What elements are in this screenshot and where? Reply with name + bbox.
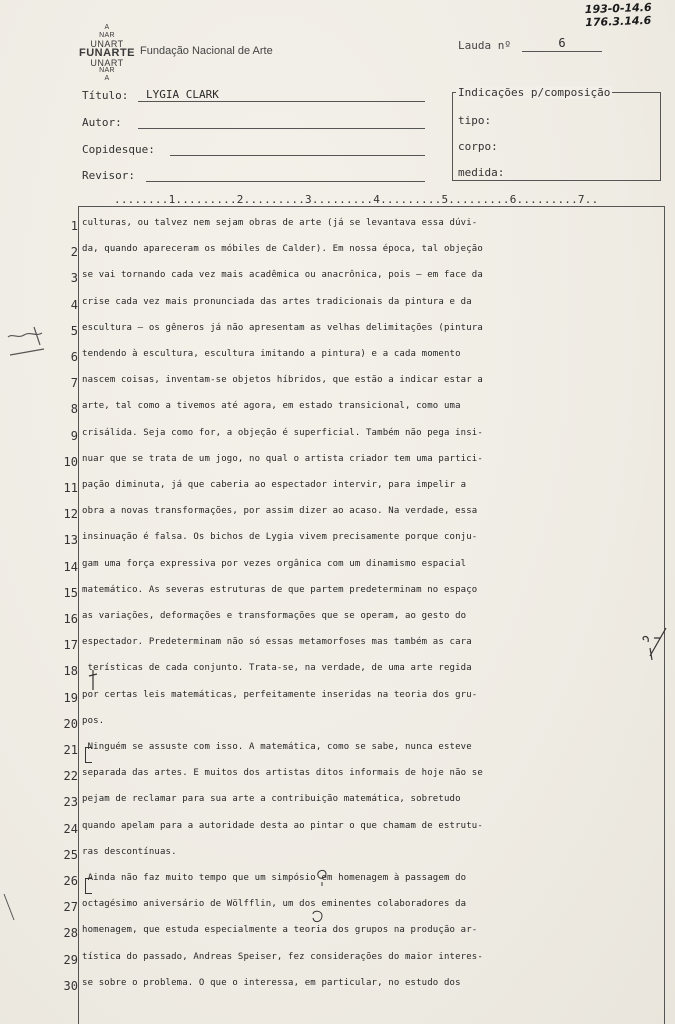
lauda-number: 6: [522, 36, 602, 52]
text-line: pos.: [82, 716, 105, 726]
text-line: nuar que se trata de um jogo, no qual o artista criador tem uma partici-: [82, 454, 483, 464]
line-number: 21: [63, 743, 78, 757]
line-number: 4: [70, 298, 78, 312]
text-line: Ninguém se assuste com isso. A matemática, como se sabe, nunca esteve: [82, 742, 472, 752]
text-line: escultura — os gêneros já não apresentam as velhas delimitações (pintura: [82, 323, 483, 333]
title-field: LYGIA CLARK: [138, 88, 425, 102]
line-number: 19: [63, 691, 78, 705]
composition-size: corpo:: [458, 140, 498, 153]
line-number: 10: [63, 455, 78, 469]
line-number: 6: [70, 350, 78, 364]
text-line: as variações, deformações e transformações que se operam, ao gesto do: [82, 611, 467, 621]
line-number: 7: [70, 376, 78, 390]
text-line: crisálida. Seja como for, a objeção é superficial. Também não pega insi-: [82, 428, 483, 438]
text-line: matemático. As severas estruturas de que partem predeterminam no espaço: [82, 585, 478, 595]
margin-tick: [0, 890, 20, 930]
logo-text: A: [104, 75, 110, 82]
line-number: 14: [63, 560, 78, 574]
funarte-logo: [78, 24, 136, 83]
composition-type: tipo:: [458, 114, 492, 127]
lauda-label: Lauda nº: [458, 39, 511, 52]
line-number: 28: [63, 926, 78, 940]
line-number: 30: [63, 979, 78, 993]
column-ruler: ........1.........2.........3.........4.........5.........6.........7..: [114, 193, 599, 206]
line-number: 2: [70, 245, 78, 259]
text-line: gam uma força expressiva por vezes orgânica com um dinamismo espacial: [82, 559, 467, 569]
text-line: separada das artes. E muitos dos artistas ditos informais de hoje não se: [82, 768, 483, 778]
insertion-mark: [87, 668, 99, 692]
line-number: 8: [70, 402, 78, 416]
line-number: 27: [63, 900, 78, 914]
text-line: ras descontínuas.: [82, 847, 177, 857]
line-number: 26: [63, 874, 78, 888]
text-line: da, quando apareceram os móbiles de Calder). Em nossa época, tal objeção: [82, 244, 483, 254]
line-number: 12: [63, 507, 78, 521]
text-line: se vai tornando cada vez mais acadêmica ou anacrônica, pois — em face da: [82, 270, 483, 280]
logo-text: FUNARTE: [78, 47, 136, 59]
line-number: 16: [63, 612, 78, 626]
paragraph-mark: [85, 878, 92, 894]
text-line: espectador. Predeterminam não só essas metamorfoses mas também as cara: [82, 637, 472, 647]
archive-code-line: 193-0-14.6: [584, 0, 652, 17]
text-line: se sobre o problema. O que o interessa, em particular, no estudo dos: [82, 978, 461, 988]
line-number: 15: [63, 586, 78, 600]
line-number: 20: [63, 717, 78, 731]
line-number: 23: [63, 795, 78, 809]
copydesk-label: Copidesque:: [82, 143, 155, 156]
line-number: 3: [70, 271, 78, 285]
margin-scribble: [0, 315, 60, 375]
text-line: crise cada vez mais pronunciada das artes tradicionais da pintura e da: [82, 297, 472, 307]
text-line: arte, tal como a tivemos até agora, em estado transicional, como uma: [82, 401, 461, 411]
archive-code: [585, 1, 653, 29]
line-number: 17: [63, 638, 78, 652]
composition-title: Indicações p/composição: [458, 86, 611, 99]
correction-mark: [314, 866, 332, 888]
line-number: 13: [63, 533, 78, 547]
text-line: quando apelam para a autoridade desta ao pintar o que chamam de estrutu-: [82, 821, 483, 831]
logo-text: NAR: [99, 67, 115, 74]
correction-mark: [310, 908, 326, 928]
text-line: nascem coisas, inventam-se objetos híbridos, que estão a indicar estar a: [82, 375, 483, 385]
archive-code-line: 176.3.14.6: [585, 13, 652, 30]
foundation-name: Fundação Nacional de Arte: [140, 45, 273, 57]
author-label: Autor:: [82, 116, 122, 129]
line-number: 25: [63, 848, 78, 862]
logo-text: UNART: [90, 58, 124, 68]
text-line: insinuação é falsa. Os bichos de Lygia vivem precisamente porque conju-: [82, 532, 478, 542]
line-number: 5: [70, 324, 78, 338]
text-line: terísticas de cada conjunto. Trata-se, na verdade, de uma arte regida: [82, 663, 472, 673]
reviewer-label: Revisor:: [82, 169, 135, 182]
text-line: homenagem, que estuda especialmente a teoria dos grupos na produção ar-: [82, 925, 478, 935]
composition-measure: medida:: [458, 166, 505, 179]
logo-text: UNART: [90, 39, 124, 49]
line-number: 22: [63, 769, 78, 783]
text-line: por certas leis matemáticas, perfeitamente inseridas na teoria dos gru-: [82, 690, 478, 700]
text-line: tendendo à escultura, escultura imitando a pintura) e a cada momento: [82, 349, 461, 359]
copydesk-field: [170, 142, 425, 156]
proofreading-mark: [636, 626, 672, 666]
reviewer-field: [146, 168, 425, 182]
author-field: [138, 115, 425, 129]
text-line: Ainda não faz muito tempo que um simpósio em homenagem à passagem do: [82, 873, 467, 883]
text-line: octagésimo aniversário de Wölfflin, um dos eminentes colaboradores da: [82, 899, 467, 909]
logo-text: A: [104, 24, 110, 31]
title-label: Título:: [82, 89, 129, 102]
line-number: 9: [70, 429, 78, 443]
line-number: 1: [70, 219, 78, 233]
text-line: culturas, ou talvez nem sejam obras de arte (já se levantava essa dúvi-: [82, 218, 478, 228]
line-number: 29: [63, 953, 78, 967]
text-line: tística do passado, Andreas Speiser, fez considerações do maior interes-: [82, 952, 483, 962]
text-line: pação diminuta, já que caberia ao espectador intervir, para impelir a: [82, 480, 467, 490]
text-line: obra a novas transformações, por assim dizer ao acaso. Na verdade, essa: [82, 506, 478, 516]
line-number: 11: [63, 481, 78, 495]
line-number: 18: [63, 664, 78, 678]
logo-text: NAR: [99, 32, 115, 39]
text-line: pejam de reclamar para sua arte a contribuição matemática, sobretudo: [82, 794, 461, 804]
paragraph-mark: [85, 747, 92, 763]
line-number: 24: [63, 822, 78, 836]
